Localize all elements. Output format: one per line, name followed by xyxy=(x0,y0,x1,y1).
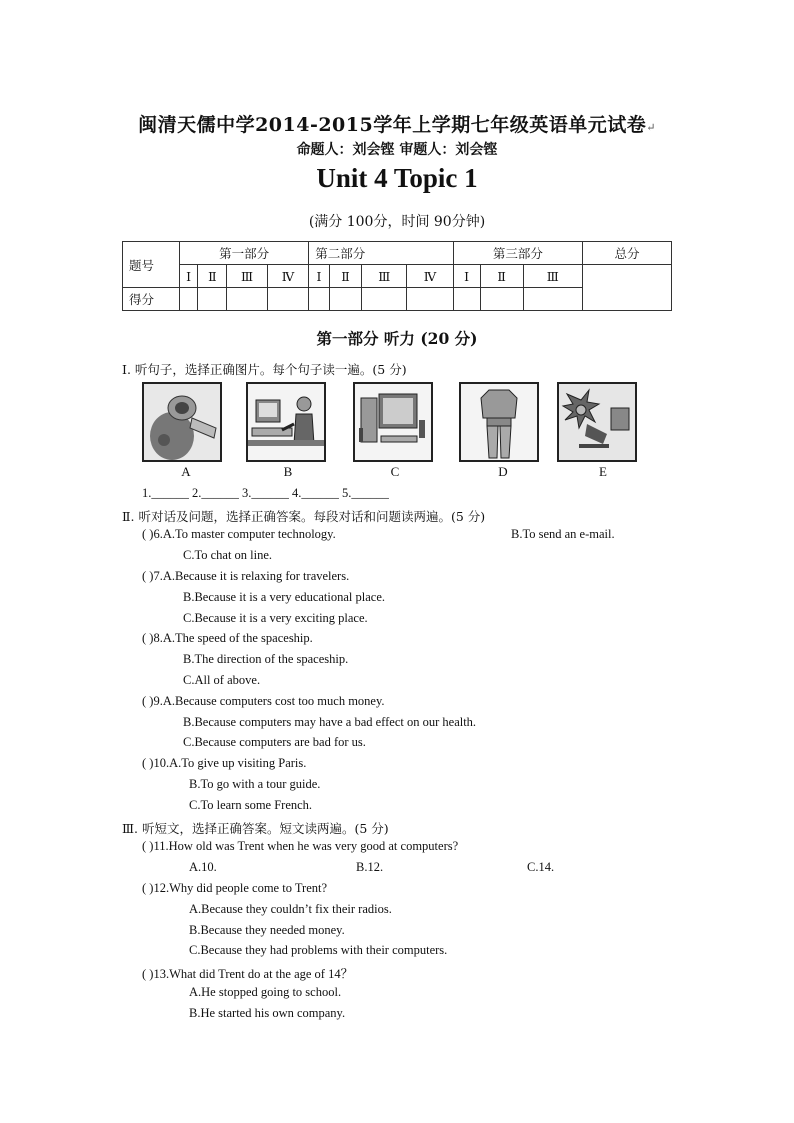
row-label-question-no: 题号 xyxy=(123,242,180,288)
authors-line: 命题人：刘会铿 审题人：刘会铿 xyxy=(296,142,498,158)
option-b: B.To send an e-mail. xyxy=(511,527,615,541)
picture-label: B xyxy=(283,464,293,479)
answer-blanks[interactable]: 1.______ 2.______ 3.______ 4.______ 5.______ xyxy=(142,486,389,500)
option-b: B.He started his own company. xyxy=(189,1006,346,1020)
sub-header: Ⅲ xyxy=(362,265,407,288)
picture-label: A xyxy=(181,464,191,479)
option-a: A.Because they couldn’t fix their radios. xyxy=(189,902,392,916)
part-3-header: 第三部分 xyxy=(453,242,582,265)
option-b: B.Because it is a very educational place. xyxy=(183,590,386,604)
option-a: A.10. xyxy=(189,860,217,874)
score-cell[interactable] xyxy=(362,288,407,311)
sub-header: Ⅱ xyxy=(198,265,227,288)
sub-header: Ⅳ xyxy=(267,265,309,288)
question-11: ( )11.How old was Trent when he was very good at computers? xyxy=(142,839,459,853)
score-cell[interactable] xyxy=(267,288,309,311)
question-8: ( )8.A.The speed of the spaceship. xyxy=(142,631,313,645)
option-c: C.Because computers are bad for us. xyxy=(183,735,366,749)
score-cell[interactable] xyxy=(523,288,582,311)
question-9: ( )9.A.Because computers cost too much money. xyxy=(142,694,385,708)
boy-computer-image xyxy=(248,384,324,460)
option-c: C.Because it is a very exciting place. xyxy=(183,611,368,625)
option-b: B.Because computers may have a bad effect on our health. xyxy=(183,715,477,729)
question-7: ( )7.A.Because it is relaxing for travelers. xyxy=(142,569,350,583)
section2-heading: Ⅱ. 听对话及问题，选择正确答案。每段对话和问题读两遍。(5 分) xyxy=(122,509,486,524)
option-c: C.All of above. xyxy=(183,673,261,687)
option-c: C.Because they had problems with their computers. xyxy=(189,943,448,957)
sub-header: Ⅲ xyxy=(227,265,267,288)
question-10: ( )10.A.To give up visiting Paris. xyxy=(142,756,307,770)
section3-heading: Ⅲ. 听短文，选择正确答案。短文读两遍。(5 分) xyxy=(122,821,389,836)
score-cell[interactable] xyxy=(198,288,227,311)
section1-heading: Ⅰ. 听句子，选择正确图片。每个句子读一遍。(5 分) xyxy=(122,362,407,377)
option-c: C.To learn some French. xyxy=(189,798,313,812)
score-cell[interactable] xyxy=(453,288,480,311)
part1-heading: 第一部分 听力 (20 分) xyxy=(316,329,478,348)
picture-c xyxy=(353,382,433,462)
part-1-header: 第一部分 xyxy=(180,242,309,265)
option-b: B.Because they needed money. xyxy=(189,923,345,937)
unit-topic-heading: Unit 4 Topic 1 xyxy=(316,163,478,193)
part-2-header: 第二部分 xyxy=(309,242,453,265)
question-12: ( )12.Why did people come to Trent? xyxy=(142,881,328,895)
sub-header: Ⅰ xyxy=(453,265,480,288)
picture-label: E xyxy=(599,464,607,479)
score-cell[interactable] xyxy=(480,288,523,311)
frustrated-user-image xyxy=(559,384,635,460)
picture-d xyxy=(459,382,539,462)
question-13: ( )13.What did Trent do at the age of 14？ xyxy=(142,967,354,981)
picture-label: C xyxy=(390,464,400,479)
sub-header: Ⅲ xyxy=(523,265,582,288)
score-cell[interactable] xyxy=(329,288,362,311)
sub-header: Ⅰ xyxy=(309,265,329,288)
score-cell[interactable] xyxy=(180,288,198,311)
desktop-computer-image xyxy=(355,384,431,460)
score-cell[interactable] xyxy=(227,288,267,311)
picture-a xyxy=(142,382,222,462)
option-c: C.14. xyxy=(527,860,555,874)
astronaut-image xyxy=(144,384,220,460)
sub-header: Ⅰ xyxy=(180,265,198,288)
picture-b xyxy=(246,382,326,462)
total-header: 总分 xyxy=(583,242,672,265)
score-info: (满分 100分，时间 90分钟) xyxy=(308,214,486,230)
total-score-cell[interactable] xyxy=(583,265,672,311)
sub-header: Ⅱ xyxy=(480,265,523,288)
question-6: ( )6.A.To master computer technology. xyxy=(142,527,336,541)
score-cell[interactable] xyxy=(407,288,453,311)
score-cell[interactable] xyxy=(309,288,329,311)
option-a: A.He stopped going to school. xyxy=(189,985,342,999)
sub-header: Ⅱ xyxy=(329,265,362,288)
sub-header: Ⅳ xyxy=(407,265,453,288)
row-label-score: 得分 xyxy=(123,288,180,311)
score-table xyxy=(122,241,672,311)
picture-label: D xyxy=(498,464,508,479)
exam-title: 闽清天儒中学2014-2015学年上学期七年级英语单元试卷↵ xyxy=(138,114,656,136)
option-c: C.To chat on line. xyxy=(183,548,273,562)
clothes-image xyxy=(461,384,537,460)
option-b: B.12. xyxy=(356,860,384,874)
picture-e xyxy=(557,382,637,462)
option-b: B.To go with a tour guide. xyxy=(189,777,321,791)
return-mark: ↵ xyxy=(646,121,656,134)
option-b: B.The direction of the spaceship. xyxy=(183,652,349,666)
